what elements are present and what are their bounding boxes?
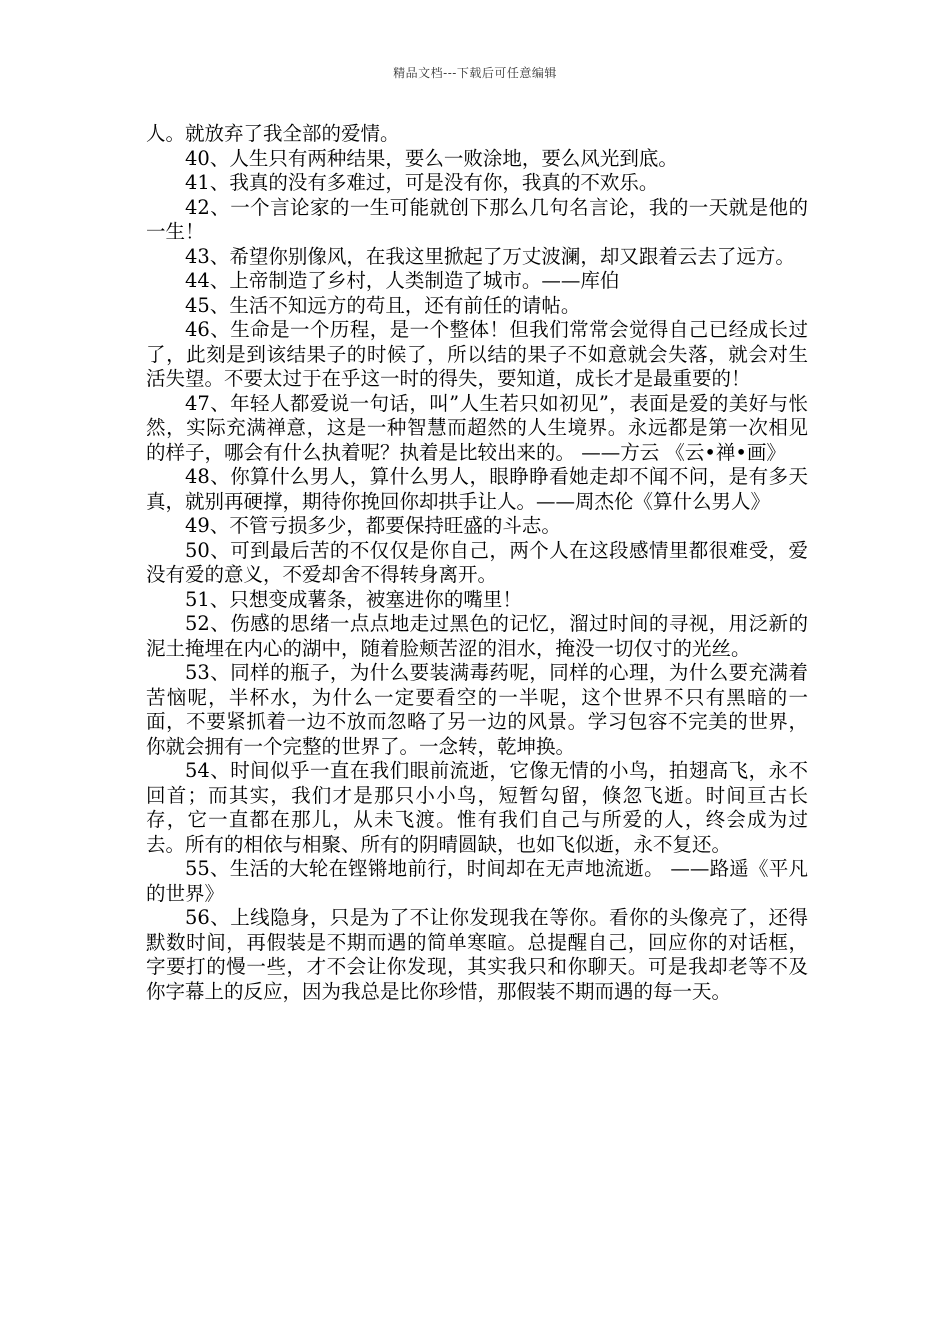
paragraph-52: 52、伤感的思绪一点点地走过黑色的记忆，溜过时间的寻视，用泛新的泥土掩埋在内心的湖中，随着脸颊苦涩的泪水，掩没一切仅寸的光丝。 [146,612,808,660]
paragraph-49: 49、不管亏损多少，都要保持旺盛的斗志。 [185,514,561,537]
paragraph-42: 42、一个言论家的一生可能就创下那么几句名言论，我的一天就是他的一生！ [146,195,808,243]
document-body [146,122,808,1004]
paragraph-44: 44、上帝制造了乡村，人类制造了城市。——库伯 [185,269,620,292]
paragraph-51: 51、只想变成薯条，被塞进你的嘴里！ [185,587,522,611]
paragraph-47: 47、年轻人都爱说一句话，叫”人生若只如初见”，表面是爱的美好与怅然，实际充满禅意，这是一种智慧而超然的人生境界。永远都是第一次相见的样子，哪会有什么执着呢？执着是比较出来的。 ——方云 《云•禅•画》 [146,391,808,464]
paragraph-56: 56、上线隐身，只是为了不让你发现我在等你。看你的头像亮了，还得默数时间，再假装是不期而遇的简单寒暄。总提醒自己，回应你的对话框，字要打的慢一些，才不会让你发现，其实我只和你聊天。可是我却老等不及你字幕上的反应，因为我总是比你珍惜，那假装不期而遇的每一天。 [146,906,808,1003]
paragraph-48: 48、你算什么男人，算什么男人，眼睁睁看她走却不闻不问，是有多天真，就别再硬撑，期待你挽回你却拱手让人。——周杰伦《算什么男人》 [146,465,808,513]
page-header: 精品文档---下载后可任意编辑 [393,66,557,80]
paragraph-55: 55、生活的大轮在铿锵地前行，时间却在无声地流逝。 ——路遥《平凡的世界》 [146,857,808,905]
paragraph-43: 43、希望你别像风，在我这里掀起了万丈波澜，却又跟着云去了远方。 [185,244,795,268]
paragraph-50: 50、可到最后苦的不仅仅是你自己，两个人在这段感情里都很难受，爱没有爱的意义，不爱却舍不得转身离开。 [146,538,808,586]
paragraph-40: 40、人生只有两种结果，要么一败涂地，要么风光到底。 [185,146,678,170]
paragraph-53: 53、同样的瓶子，为什么要装满毒药呢，同样的心理，为什么要充满着苦恼呢，半杯水，为什么一定要看空的一半呢，这个世界不只有黑暗的一面，不要紧抓着一边不放而忽略了另一边的风景。学习包容不完美的世界，你就会拥有一个完整的世界了。一念转，乾坤换。 [146,661,808,758]
paragraph-46: 46、生命是一个历程，是一个整体！但我们常常会觉得自己已经成长过了，此刻是到该结果子的时候了，所以结的果子不如意就会失落，就会对生活失望。不要太过于在乎这一时的得失，要知道，成长才是最重要的！ [146,318,808,390]
paragraph-continuation: 人。就放弃了我全部的爱情。 [146,122,400,145]
paragraph-41: 41、我真的没有多难过，可是没有你，我真的不欢乐。 [185,171,659,194]
paragraph-54: 54、时间似乎一直在我们眼前流逝，它像无情的小鸟，拍翅高飞，永不回首；而其实，我们才是那只小小鸟，短暂勾留，倏忽飞逝。时间亘古长存，它一直都在那儿，从未飞渡。惟有我们自己与所爱的人，终会成为过去。所有的相依与相聚、所有的阴晴圆缺，也如飞似逝，永不复还。 [146,759,808,856]
paragraph-45: 45、生活不知远方的苟且，还有前任的请帖。 [185,293,581,317]
